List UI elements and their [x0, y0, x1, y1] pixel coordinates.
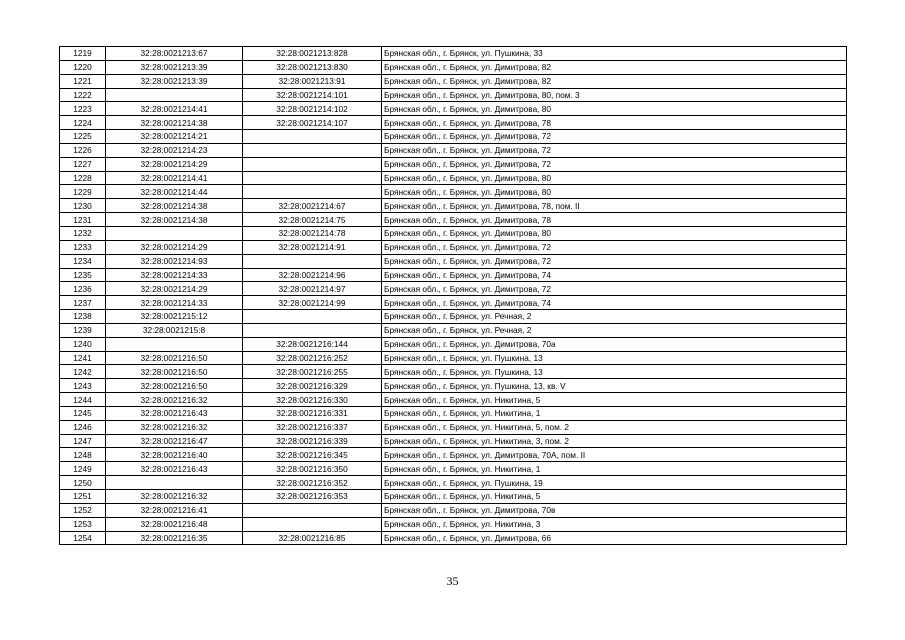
table-row — [60, 157, 847, 171]
cadastral-number-cell: 32:28:0021214:44 — [106, 185, 243, 199]
row-number-cell: 1253 — [60, 517, 106, 531]
row-number-cell: 1228 — [60, 171, 106, 185]
address-cell: Брянская обл., г. Брянск, ул. Пушкина, 13 — [382, 351, 847, 365]
address-cell: Брянская обл., г. Брянск, ул. Димитрова, 74 — [382, 296, 847, 310]
object-cadastral-number-cell: 32:28:0021216:345 — [243, 448, 382, 462]
table-row — [60, 434, 847, 448]
cadastral-number-cell: 32:28:0021216:35 — [106, 531, 243, 545]
address-cell: Брянская обл., г. Брянск, ул. Пушкина, 33 — [382, 47, 847, 61]
cadastral-number-cell: 32:28:0021214:33 — [106, 268, 243, 282]
object-cadastral-number-cell — [243, 517, 382, 531]
row-number-cell: 1235 — [60, 268, 106, 282]
object-cadastral-number-cell: 32:28:0021214:91 — [243, 240, 382, 254]
address-cell: Брянская обл., г. Брянск, ул. Речная, 2 — [382, 310, 847, 324]
cadastral-number-cell: 32:28:0021216:50 — [106, 365, 243, 379]
cadastral-number-cell: 32:28:0021214:38 — [106, 213, 243, 227]
address-cell: Брянская обл., г. Брянск, ул. Димитрова, 80 — [382, 171, 847, 185]
address-cell: Брянская обл., г. Брянск, ул. Димитрова, 72 — [382, 130, 847, 144]
address-cell: Брянская обл., г. Брянск, ул. Никитина, 5 — [382, 393, 847, 407]
row-number-cell: 1252 — [60, 503, 106, 517]
page-number: 35 — [446, 574, 459, 588]
table-row — [60, 102, 847, 116]
table-row — [60, 226, 847, 240]
object-cadastral-number-cell — [243, 310, 382, 324]
object-cadastral-number-cell: 32:28:0021214:107 — [243, 116, 382, 130]
table-row — [60, 240, 847, 254]
object-cadastral-number-cell: 32:28:0021216:329 — [243, 379, 382, 393]
row-number-cell: 1220 — [60, 60, 106, 74]
cadastral-number-cell: 32:28:0021214:93 — [106, 254, 243, 268]
object-cadastral-number-cell: 32:28:0021216:352 — [243, 476, 382, 490]
table-row — [60, 213, 847, 227]
cadastral-number-cell: 32:28:0021214:29 — [106, 240, 243, 254]
row-number-cell: 1226 — [60, 143, 106, 157]
table-row — [60, 282, 847, 296]
cadastral-number-cell: 32:28:0021214:38 — [106, 116, 243, 130]
table-row — [60, 74, 847, 88]
row-number-cell: 1219 — [60, 47, 106, 61]
address-cell: Брянская обл., г. Брянск, ул. Пушкина, 19 — [382, 476, 847, 490]
table-row — [60, 88, 847, 102]
row-number-cell: 1236 — [60, 282, 106, 296]
cadastral-number-cell: 32:28:0021216:32 — [106, 490, 243, 504]
address-cell: Брянская обл., г. Брянск, ул. Димитрова, 82 — [382, 60, 847, 74]
table-body — [60, 47, 847, 545]
address-cell: Брянская обл., г. Брянск, ул. Димитрова, 78 — [382, 213, 847, 227]
table-row — [60, 406, 847, 420]
object-cadastral-number-cell — [243, 254, 382, 268]
cadastral-number-cell: 32:28:0021214:41 — [106, 102, 243, 116]
cadastral-number-cell: 32:28:0021216:32 — [106, 420, 243, 434]
table-row — [60, 130, 847, 144]
cadastral-number-cell: 32:28:0021216:47 — [106, 434, 243, 448]
row-number-cell: 1233 — [60, 240, 106, 254]
address-cell: Брянская обл., г. Брянск, ул. Никитина, 5, пом. 2 — [382, 420, 847, 434]
cadastral-number-cell: 32:28:0021215:8 — [106, 323, 243, 337]
object-cadastral-number-cell: 32:28:0021214:96 — [243, 268, 382, 282]
row-number-cell: 1251 — [60, 490, 106, 504]
object-cadastral-number-cell: 32:28:0021214:101 — [243, 88, 382, 102]
cadastral-number-cell: 32:28:0021213:39 — [106, 74, 243, 88]
row-number-cell: 1224 — [60, 116, 106, 130]
table-row — [60, 503, 847, 517]
cadastral-number-cell: 32:28:0021213:67 — [106, 47, 243, 61]
object-cadastral-number-cell: 32:28:0021216:339 — [243, 434, 382, 448]
table-row — [60, 420, 847, 434]
address-cell: Брянская обл., г. Брянск, ул. Димитрова, 70А, пом. II — [382, 448, 847, 462]
address-cell: Брянская обл., г. Брянск, ул. Димитрова, 80, пом. 3 — [382, 88, 847, 102]
row-number-cell: 1242 — [60, 365, 106, 379]
cadastral-number-cell: 32:28:0021214:38 — [106, 199, 243, 213]
object-cadastral-number-cell: 32:28:0021216:255 — [243, 365, 382, 379]
row-number-cell: 1246 — [60, 420, 106, 434]
cadastral-number-cell — [106, 88, 243, 102]
cadastral-number-cell: 32:28:0021215:12 — [106, 310, 243, 324]
table-row — [60, 351, 847, 365]
table-row — [60, 323, 847, 337]
object-cadastral-number-cell — [243, 157, 382, 171]
object-cadastral-number-cell: 32:28:0021213:91 — [243, 74, 382, 88]
object-cadastral-number-cell — [243, 143, 382, 157]
row-number-cell: 1227 — [60, 157, 106, 171]
address-cell: Брянская обл., г. Брянск, ул. Димитрова, 74 — [382, 268, 847, 282]
cadastral-number-cell — [106, 476, 243, 490]
object-cadastral-number-cell: 32:28:0021213:828 — [243, 47, 382, 61]
table-row — [60, 60, 847, 74]
object-cadastral-number-cell — [243, 130, 382, 144]
object-cadastral-number-cell: 32:28:0021214:78 — [243, 226, 382, 240]
address-cell: Брянская обл., г. Брянск, ул. Димитрова, 72 — [382, 143, 847, 157]
object-cadastral-number-cell: 32:28:0021214:97 — [243, 282, 382, 296]
table-row — [60, 185, 847, 199]
address-cell: Брянская обл., г. Брянск, ул. Речная, 2 — [382, 323, 847, 337]
table-row — [60, 143, 847, 157]
cadastral-number-cell: 32:28:0021216:43 — [106, 406, 243, 420]
cadastral-number-cell — [106, 337, 243, 351]
object-cadastral-number-cell: 32:28:0021216:337 — [243, 420, 382, 434]
row-number-cell: 1223 — [60, 102, 106, 116]
row-number-cell: 1241 — [60, 351, 106, 365]
table-row — [60, 476, 847, 490]
object-cadastral-number-cell: 32:28:0021216:252 — [243, 351, 382, 365]
table-row — [60, 393, 847, 407]
row-number-cell: 1234 — [60, 254, 106, 268]
row-number-cell: 1231 — [60, 213, 106, 227]
row-number-cell: 1245 — [60, 406, 106, 420]
table-row — [60, 310, 847, 324]
row-number-cell: 1240 — [60, 337, 106, 351]
object-cadastral-number-cell: 32:28:0021214:75 — [243, 213, 382, 227]
table-row — [60, 199, 847, 213]
row-number-cell: 1248 — [60, 448, 106, 462]
cadastral-number-cell: 32:28:0021216:40 — [106, 448, 243, 462]
table-row — [60, 116, 847, 130]
cadastral-number-cell — [106, 226, 243, 240]
address-cell: Брянская обл., г. Брянск, ул. Димитрова, 80 — [382, 226, 847, 240]
cadastral-number-cell: 32:28:0021214:29 — [106, 282, 243, 296]
object-cadastral-number-cell: 32:28:0021216:350 — [243, 462, 382, 476]
object-cadastral-number-cell: 32:28:0021216:85 — [243, 531, 382, 545]
table-row — [60, 379, 847, 393]
object-cadastral-number-cell: 32:28:0021216:330 — [243, 393, 382, 407]
address-cell: Брянская обл., г. Брянск, ул. Никитина, 1 — [382, 406, 847, 420]
object-cadastral-number-cell — [243, 171, 382, 185]
table-row — [60, 365, 847, 379]
address-cell: Брянская обл., г. Брянск, ул. Никитина, 1 — [382, 462, 847, 476]
table-row — [60, 490, 847, 504]
row-number-cell: 1221 — [60, 74, 106, 88]
row-number-cell: 1247 — [60, 434, 106, 448]
cadastral-number-cell: 32:28:0021214:21 — [106, 130, 243, 144]
object-cadastral-number-cell: 32:28:0021216:353 — [243, 490, 382, 504]
row-number-cell: 1225 — [60, 130, 106, 144]
object-cadastral-number-cell: 32:28:0021214:102 — [243, 102, 382, 116]
cadastral-number-cell: 32:28:0021214:33 — [106, 296, 243, 310]
address-cell: Брянская обл., г. Брянск, ул. Пушкина, 13, кв. V — [382, 379, 847, 393]
object-cadastral-number-cell: 32:28:0021216:144 — [243, 337, 382, 351]
address-cell: Брянская обл., г. Брянск, ул. Димитрова, 70в — [382, 503, 847, 517]
object-cadastral-number-cell — [243, 185, 382, 199]
object-cadastral-number-cell: 32:28:0021214:67 — [243, 199, 382, 213]
row-number-cell: 1250 — [60, 476, 106, 490]
address-cell: Брянская обл., г. Брянск, ул. Димитрова, 66 — [382, 531, 847, 545]
table-row — [60, 337, 847, 351]
address-cell: Брянская обл., г. Брянск, ул. Димитрова, 72 — [382, 157, 847, 171]
address-cell: Брянская обл., г. Брянск, ул. Димитрова, 70а — [382, 337, 847, 351]
table-row — [60, 296, 847, 310]
address-cell: Брянская обл., г. Брянск, ул. Димитрова, 72 — [382, 240, 847, 254]
cadastral-number-cell: 32:28:0021216:48 — [106, 517, 243, 531]
cadastral-number-cell: 32:28:0021216:50 — [106, 379, 243, 393]
address-cell: Брянская обл., г. Брянск, ул. Никитина, 5 — [382, 490, 847, 504]
address-cell: Брянская обл., г. Брянск, ул. Димитрова, 72 — [382, 254, 847, 268]
row-number-cell: 1238 — [60, 310, 106, 324]
address-cell: Брянская обл., г. Брянск, ул. Димитрова, 82 — [382, 74, 847, 88]
property-table — [59, 46, 847, 545]
row-number-cell: 1239 — [60, 323, 106, 337]
row-number-cell: 1222 — [60, 88, 106, 102]
table-row — [60, 531, 847, 545]
row-number-cell: 1237 — [60, 296, 106, 310]
cadastral-number-cell: 32:28:0021213:39 — [106, 60, 243, 74]
row-number-cell: 1254 — [60, 531, 106, 545]
address-cell: Брянская обл., г. Брянск, ул. Димитрова, 80 — [382, 102, 847, 116]
table-row — [60, 171, 847, 185]
table-row — [60, 517, 847, 531]
row-number-cell: 1232 — [60, 226, 106, 240]
cadastral-number-cell: 32:28:0021216:43 — [106, 462, 243, 476]
row-number-cell: 1243 — [60, 379, 106, 393]
table-row — [60, 462, 847, 476]
cadastral-number-cell: 32:28:0021216:32 — [106, 393, 243, 407]
cadastral-number-cell: 32:28:0021214:23 — [106, 143, 243, 157]
cadastral-number-cell: 32:28:0021216:50 — [106, 351, 243, 365]
object-cadastral-number-cell: 32:28:0021214:99 — [243, 296, 382, 310]
row-number-cell: 1249 — [60, 462, 106, 476]
address-cell: Брянская обл., г. Брянск, ул. Пушкина, 13 — [382, 365, 847, 379]
row-number-cell: 1230 — [60, 199, 106, 213]
address-cell: Брянская обл., г. Брянск, ул. Димитрова, 78 — [382, 116, 847, 130]
object-cadastral-number-cell: 32:28:0021216:331 — [243, 406, 382, 420]
object-cadastral-number-cell — [243, 503, 382, 517]
cadastral-number-cell: 32:28:0021214:41 — [106, 171, 243, 185]
cadastral-number-cell: 32:28:0021216:41 — [106, 503, 243, 517]
row-number-cell: 1229 — [60, 185, 106, 199]
cadastral-number-cell: 32:28:0021214:29 — [106, 157, 243, 171]
address-cell: Брянская обл., г. Брянск, ул. Никитина, 3, пом. 2 — [382, 434, 847, 448]
address-cell: Брянская обл., г. Брянск, ул. Димитрова, 78, пом. II — [382, 199, 847, 213]
table-row — [60, 254, 847, 268]
table-row — [60, 268, 847, 282]
address-cell: Брянская обл., г. Брянск, ул. Никитина, 3 — [382, 517, 847, 531]
address-cell: Брянская обл., г. Брянск, ул. Димитрова, 72 — [382, 282, 847, 296]
address-cell: Брянская обл., г. Брянск, ул. Димитрова, 80 — [382, 185, 847, 199]
table-row — [60, 47, 847, 61]
table-row — [60, 448, 847, 462]
object-cadastral-number-cell — [243, 323, 382, 337]
row-number-cell: 1244 — [60, 393, 106, 407]
object-cadastral-number-cell: 32:28:0021213:830 — [243, 60, 382, 74]
